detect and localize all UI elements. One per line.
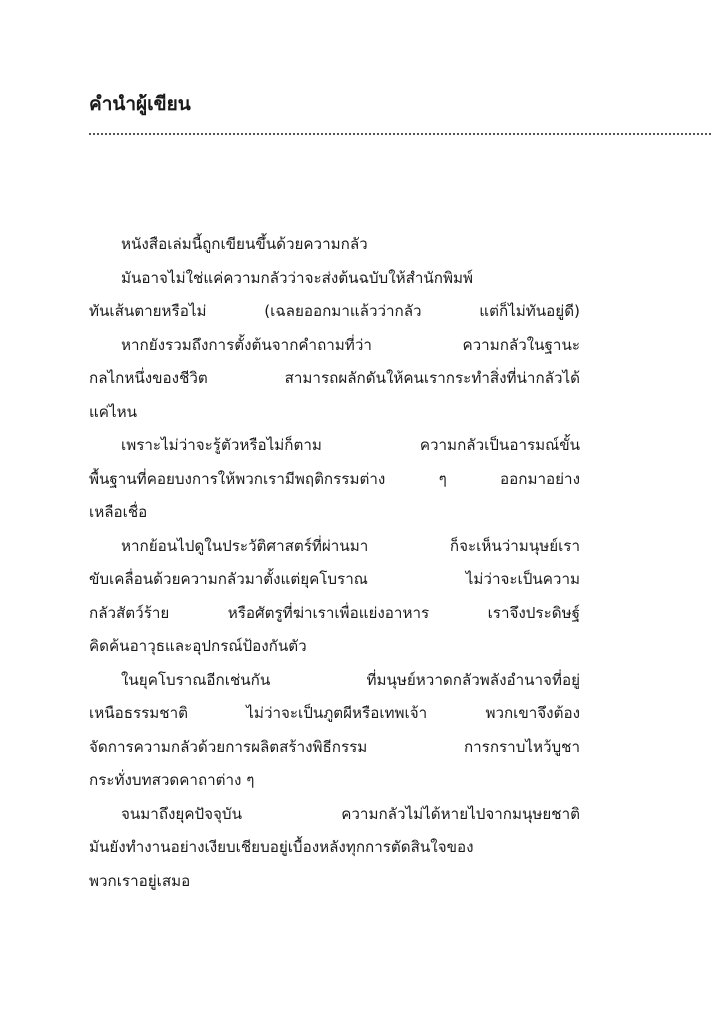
dotted-divider	[89, 133, 711, 135]
text-line: คิดค้นอาวุธและอุปกรณ์ป้องกันตัว	[89, 637, 307, 655]
text-line: กลไกหนึ่งของชีวิต สามารถผลักดันให้คนเรากระทำสิ่งที่น่ากลัวได้	[89, 369, 580, 387]
text-line: เหลือเชื่อ	[89, 503, 148, 521]
text-line: ทันเส้นตายหรือไม่ (เฉลยออกมาแล้วว่ากลัว แต่ก็ไม่ทันอยู่ดี)	[89, 302, 580, 320]
text-line: กลัวสัตว์ร้าย หรือศัตรูที่ฆ่าเราเพื่อแย่งอาหาร เราจึงประดิษฐ์	[89, 603, 580, 622]
text-line: หากยังรวมถึงการตั้งต้นจากคำถามที่ว่า ความกลัวในฐานะ	[121, 335, 580, 354]
text-line: เหนือธรรมชาติ ไม่ว่าจะเป็นภูตผีหรือเทพเจ้า พวกเขาจึงต้อง	[89, 704, 580, 722]
text-line: ขับเคลื่อนด้วยความกลัวมาตั้งแต่ยุคโบราณ ไม่ว่าจะเป็นความ	[89, 570, 580, 588]
text-line: พวกเราอยู่เสมอ	[89, 871, 191, 890]
text-line: มันอาจไม่ใช่แค่ความกลัวว่าจะส่งต้นฉบับให้สำนักพิมพ์	[121, 268, 474, 287]
text-line: จัดการความกลัวด้วยการผลิตสร้างพิธีกรรม การกราบไหว้บูชา	[89, 737, 580, 756]
text-line: ในยุคโบราณอีกเช่นกัน ที่มนุษย์หวาดกลัวพลังอำนาจที่อยู่	[121, 670, 580, 689]
text-line: กระทั่งบทสวดคาถาต่าง ๆ	[89, 771, 255, 789]
chapter-title: คำนำผู้เขียน	[89, 93, 191, 115]
text-line: จนมาถึงยุคปัจจุบัน ความกลัวไม่ได้หายไปจากมนุษยชาติ	[121, 804, 580, 823]
text-line: พื้นฐานที่คอยบงการให้พวกเรามีพฤติกรรมต่าง ๆ ออกมาอย่าง	[89, 469, 580, 488]
text-line: แค่ไหน	[89, 402, 137, 421]
text-line: หากย้อนไปดูในประวัติศาสตร์ที่ผ่านมา ก็จะเห็นว่ามนุษย์เรา	[121, 536, 580, 555]
text-line: มันยังทำงานอย่างเงียบเชียบอยู่เบื้องหลังทุกการตัดสินใจของ	[89, 838, 474, 856]
body-text	[89, 228, 580, 898]
text-line: หนังสือเล่มนี้ถูกเขียนขึ้นด้วยความกลัว	[121, 235, 368, 253]
text-line: เพราะไม่ว่าจะรู้ตัวหรือไม่ก็ตาม ความกลัวเป็นอารมณ์ขั้น	[121, 436, 580, 454]
